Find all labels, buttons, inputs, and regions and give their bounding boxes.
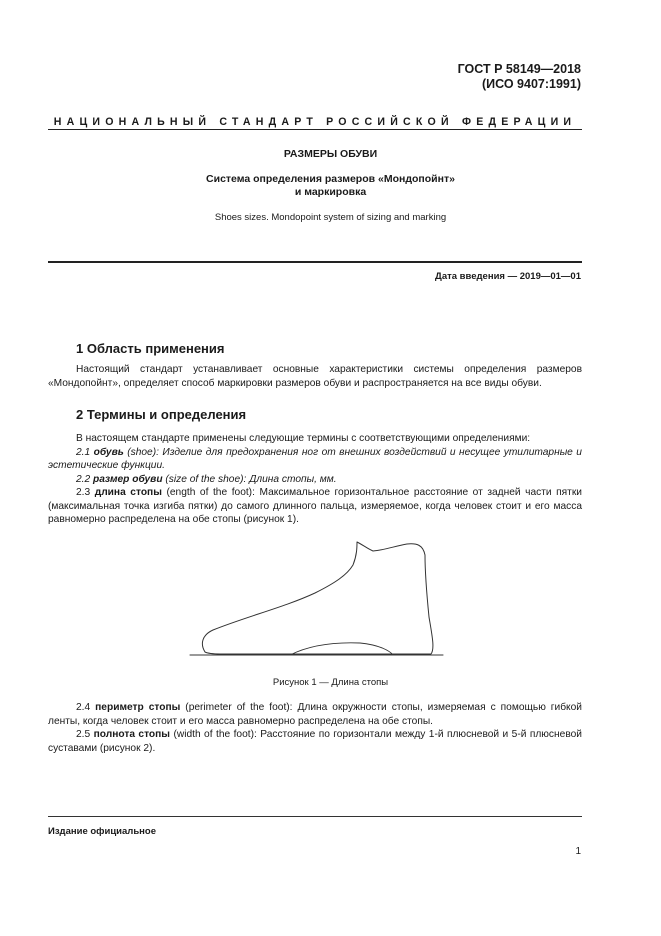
- figure-1-caption: Рисунок 1 — Длина стопы: [272, 677, 389, 688]
- foot-outline: [202, 542, 433, 654]
- section-2-heading: 2 Термины и определения: [76, 407, 247, 422]
- page-number: 1: [575, 846, 581, 857]
- term-2-5: [48, 728, 582, 755]
- term-2-2-definition: Длина стопы, мм.: [249, 473, 337, 485]
- iso-number: (ИСО 9407:1991): [482, 77, 581, 91]
- section-2-intro: В настоящем стандарте применены следующие термины с соответствующими определениями:: [76, 433, 531, 444]
- term-2-3: [48, 486, 582, 527]
- foot-length-figure: [185, 535, 445, 665]
- section-1-heading: 1 Область применения: [76, 341, 225, 356]
- section-2-body-continued: [48, 701, 582, 755]
- subtitle-line-1: Система определения размеров «Мондопойнт»: [206, 173, 455, 185]
- official-edition-label: Издание официальное: [48, 826, 156, 837]
- term-2-5-name: полнота стопы: [93, 729, 171, 740]
- standard-designation: [458, 62, 581, 92]
- header-divider: [48, 261, 582, 263]
- term-2-3-definition: Максимальное горизонтальное расстояние от задней части пятки (максимальная точка изгиба пятки) до самого длинного пальца, измеряемое, когда человек стоит и его масса равномерно распределена на обе стопы (рисунок 1).: [48, 487, 582, 525]
- section-2-body: [48, 432, 582, 527]
- intro-date: Дата введения — 2019—01—01: [435, 271, 581, 282]
- term-2-1-definition: Изделие для предохранения ног от внешних воздействий и несущее утилитарные и эстетические функции.: [48, 446, 582, 471]
- term-2-2-number: 2.2: [76, 473, 91, 485]
- term-2-2-name: размер обуви: [93, 473, 163, 485]
- sole-arch-line: [290, 643, 393, 655]
- document-title: РАЗМЕРЫ ОБУВИ: [283, 148, 378, 160]
- term-2-3-name: длина стопы: [94, 487, 162, 498]
- term-2-5-definition: Расстояние по горизонтали между 1-й плюсневой и 5-й плюсневой суставами (рисунок 2).: [48, 729, 582, 754]
- gost-number: ГОСТ Р 58149—2018: [457, 62, 581, 76]
- term-2-5-english: (width of the foot):: [173, 729, 257, 740]
- term-2-3-english: (ength of the foot):: [166, 487, 255, 498]
- national-standard-banner: НАЦИОНАЛЬНЫЙ СТАНДАРТ РОССИЙСКОЙ ФЕДЕРАЦИИ: [53, 116, 577, 128]
- term-2-2: [48, 473, 582, 487]
- subtitle-line-2: и маркировка: [294, 186, 367, 198]
- english-title: Shoes sizes. Mondopoint system of sizing and marking: [214, 212, 447, 223]
- term-2-4-number: 2.4: [76, 702, 91, 713]
- term-2-5-number: 2.5: [76, 729, 91, 740]
- term-2-4-english: (perimeter of the foot):: [185, 702, 293, 713]
- term-2-1: [48, 446, 582, 473]
- footer-divider: [48, 816, 582, 817]
- term-2-2-english: (size of the shoe):: [165, 473, 247, 485]
- term-2-3-number: 2.3: [76, 487, 91, 498]
- section-1-body: [48, 363, 582, 390]
- document-subtitle: [0, 173, 661, 199]
- term-2-1-name: обувь: [93, 446, 124, 458]
- term-2-1-english: (shoe):: [127, 446, 159, 458]
- section-1-text: Настоящий стандарт устанавливает основные характеристики системы определения размеров «Мондопойнт», определяет способ маркировки размеров обуви и распространяется на все виды обуви.: [48, 364, 582, 389]
- term-2-4: [48, 701, 582, 728]
- term-2-4-definition: Длина окружности стопы, измеряемая с помощью гибкой ленты, когда человек стоит и его масса равномерно распределена на обе стопы.: [48, 702, 582, 727]
- term-2-1-number: 2.1: [76, 446, 91, 458]
- term-2-4-name: периметр стопы: [95, 702, 181, 713]
